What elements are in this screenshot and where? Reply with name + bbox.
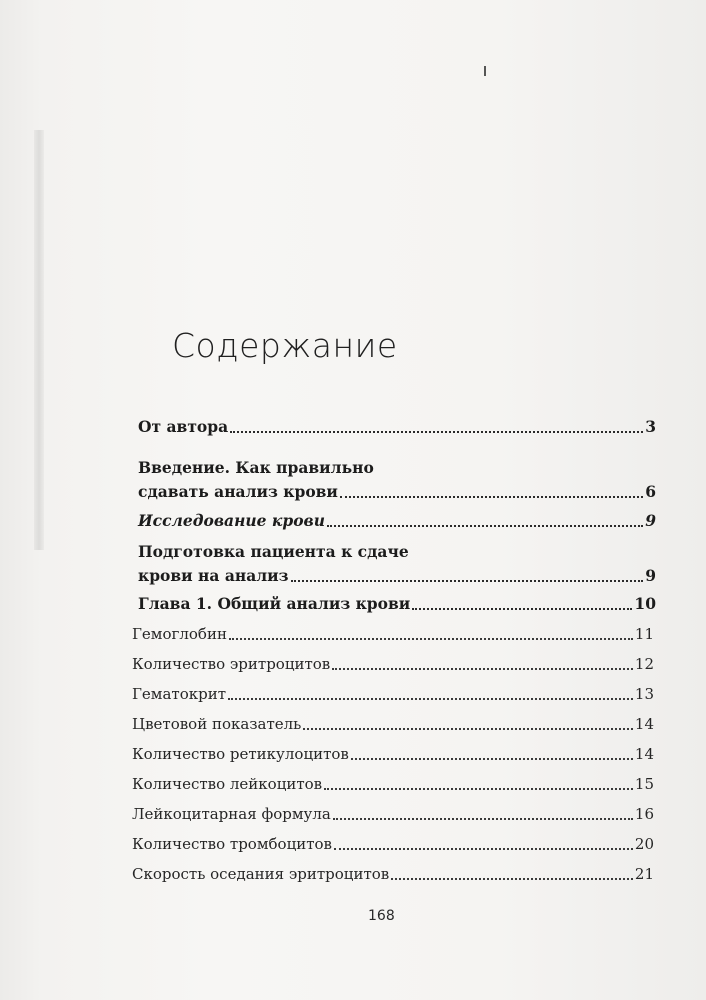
- toc-entry-title: Лейкоцитарная формула: [132, 805, 331, 823]
- toc-entry-title: Глава 1. Общий анализ крови: [138, 594, 411, 613]
- toc-entry-leukocytes: [132, 772, 654, 796]
- dot-leader: [412, 608, 632, 610]
- toc-entry-blood-research: [138, 509, 656, 533]
- toc-entry-hemoglobin: [132, 622, 654, 646]
- dot-leader: [340, 496, 643, 498]
- toc-page-number: 14: [634, 745, 654, 763]
- toc-entry-title: Количество эритроцитов: [132, 655, 331, 673]
- toc-entry-patient-preparation: [138, 540, 656, 588]
- toc-page-number: 3: [645, 417, 656, 436]
- dot-leader: [332, 668, 633, 670]
- toc-entry-title-line2: крови на анализ: [138, 566, 289, 585]
- toc-entry-hematocrit: [132, 682, 654, 706]
- toc-entry-reticulocytes: [132, 742, 654, 766]
- toc-page-number: 21: [634, 865, 654, 883]
- toc-page-number: 9: [645, 511, 656, 530]
- toc-entry-title: Цветовой показатель: [132, 715, 302, 733]
- toc-entry-title-line2: сдавать анализ крови: [138, 482, 338, 501]
- toc-entry-introduction: [138, 456, 656, 504]
- toc-entry-title-line1: Введение. Как правильно: [138, 458, 374, 477]
- dot-leader: [333, 818, 633, 820]
- toc-entry-title: Количество ретикулоцитов: [132, 745, 349, 763]
- toc-page-number: 9: [645, 566, 656, 585]
- toc-entry-title: Гемоглобин: [132, 625, 227, 643]
- toc-entry-title: Гематокрит: [132, 685, 227, 703]
- dot-leader: [230, 431, 643, 433]
- toc-entry-chapter-1: [138, 592, 656, 616]
- dot-leader: [303, 728, 633, 730]
- toc-entry-erythrocytes: [132, 652, 654, 676]
- toc-entry-title: Исследование крови: [138, 511, 326, 530]
- dot-leader: [327, 525, 643, 527]
- dot-leader: [324, 788, 633, 790]
- page-title: Содержание: [172, 326, 398, 365]
- page-number: 168: [368, 908, 395, 924]
- toc-entry-platelets: [132, 832, 654, 856]
- toc-page-number: 20: [634, 835, 654, 853]
- toc-entry-title: От автора: [138, 417, 229, 436]
- dot-leader: [228, 698, 633, 700]
- toc-entry-title: Скорость оседания эритроцитов: [132, 865, 390, 883]
- dot-leader: [351, 758, 633, 760]
- toc-page-number: 15: [634, 775, 654, 793]
- dot-leader: [229, 638, 633, 640]
- toc-page-number: 12: [634, 655, 654, 673]
- toc-page-number: 10: [634, 594, 656, 613]
- toc-entry-title: Количество лейкоцитов: [132, 775, 323, 793]
- toc-entry-leukocyte-formula: [132, 802, 654, 826]
- dot-leader: [391, 878, 633, 880]
- toc-entry-from-author: [138, 415, 656, 439]
- toc-entry-title-line1: Подготовка пациента к сдаче: [138, 542, 409, 561]
- toc-entry-color-index: [132, 712, 654, 736]
- toc-page-number: 6: [645, 482, 656, 501]
- toc-page-number: 14: [634, 715, 654, 733]
- toc-page-number: 16: [634, 805, 654, 823]
- toc-entry-title: Количество тромбоцитов: [132, 835, 332, 853]
- dot-leader: [291, 580, 644, 582]
- toc-entry-esr: [132, 862, 654, 886]
- toc-page-number: 11: [634, 625, 654, 643]
- toc-page-number: 13: [634, 685, 654, 703]
- dot-leader: [334, 848, 633, 850]
